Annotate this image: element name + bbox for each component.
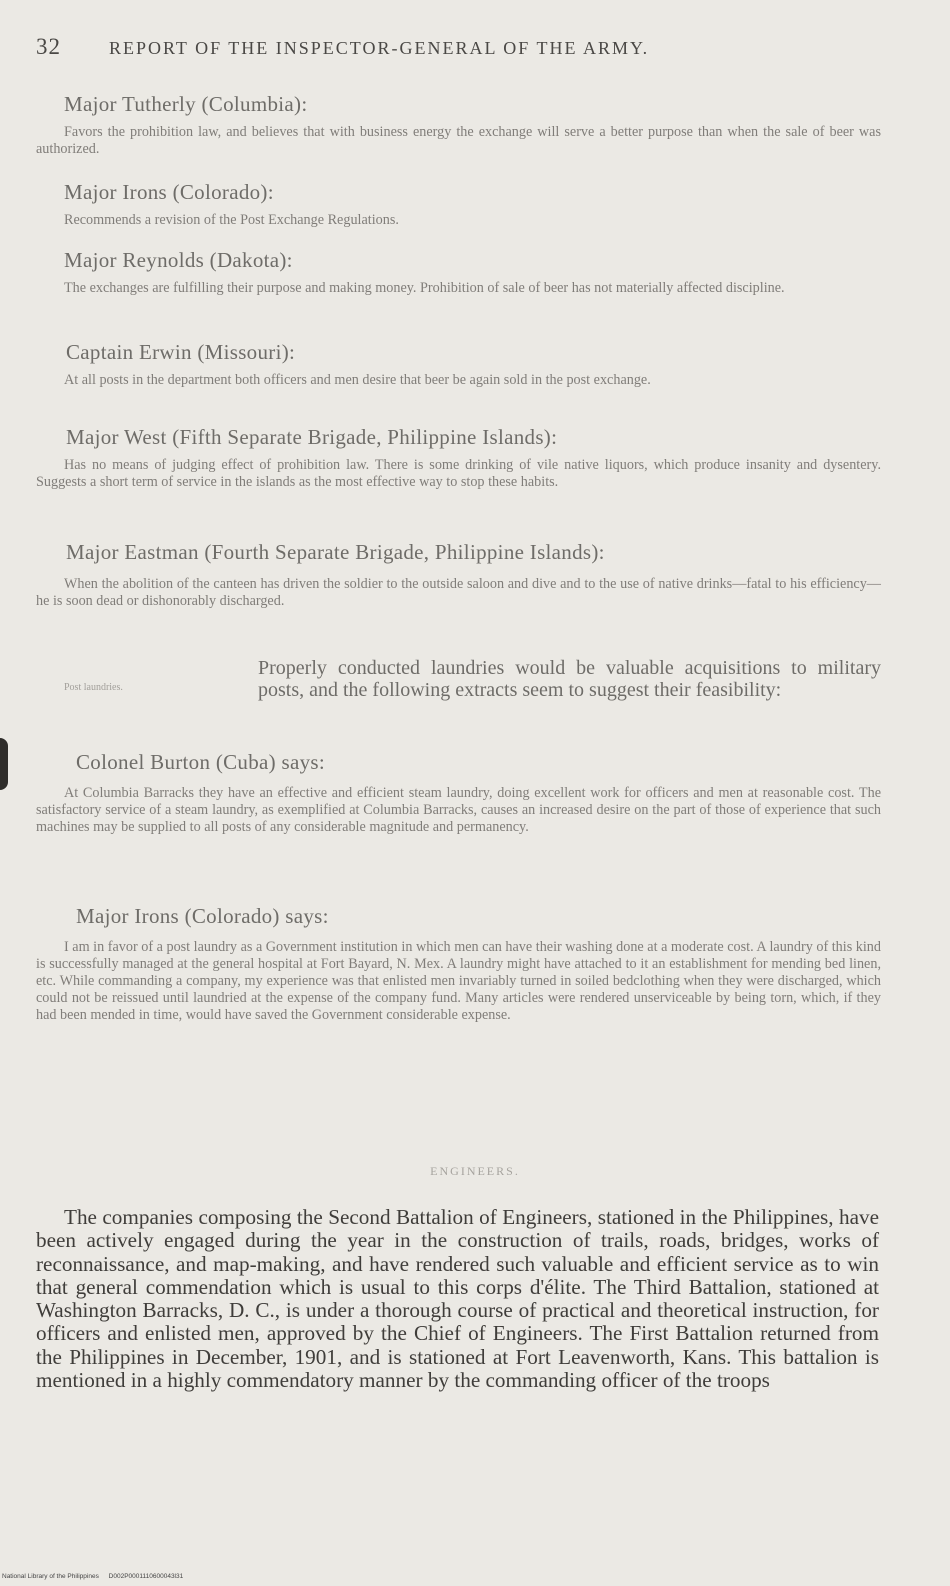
laundries-intro	[36, 657, 881, 701]
binding-edge	[0, 738, 8, 790]
entry-heading: Major Irons (Colorado):	[64, 180, 274, 204]
running-header	[36, 34, 896, 60]
entry-text: Favors the prohibition law, and believes that with business energy the exchange will serve a better purpose than when the sale of beer was authorized.	[36, 124, 881, 157]
entry-heading: Captain Erwin (Missouri):	[66, 340, 296, 364]
entry-heading: Colonel Burton (Cuba) says:	[76, 750, 325, 774]
margin-note: Post laundries.	[64, 682, 123, 693]
entry-text: Recommends a revision of the Post Exchange Regulations.	[64, 212, 399, 228]
report-entry-reynolds	[36, 248, 881, 297]
entry-heading: Major Irons (Colorado) says:	[76, 904, 329, 928]
page-number: 32	[36, 34, 61, 59]
entry-heading: Major Reynolds (Dakota):	[64, 248, 293, 272]
report-entry-eastman	[36, 540, 881, 610]
library-credit: National Library of the Philippines	[2, 1573, 99, 1580]
entry-text: The exchanges are fulfilling their purpose and making money. Prohibition of sale of beer has not materially affected discipline.	[64, 280, 785, 296]
report-entry-erwin	[36, 340, 881, 389]
section-title-engineers: ENGINEERS.	[430, 1164, 520, 1178]
report-entry-tutherly	[36, 92, 881, 158]
catalog-id: D002P0001110600043l31	[108, 1573, 184, 1580]
entry-heading: Major Tutherly (Columbia):	[64, 92, 308, 116]
entry-text: At all posts in the department both officers and men desire that beer be again sold in the post exchange.	[64, 372, 651, 388]
report-entry-west	[36, 425, 881, 491]
entry-text: At Columbia Barracks they have an effective and efficient steam laundry, doing excellent work for officers and men at reasonable cost. The satisfactory service of a steam laundry, as exemplified at Columbia Barracks, causes an increased desire on the part of those of experience that such machines may be supplied to all posts of any considerable magnitude and permanency.	[36, 785, 881, 835]
digitization-footer	[2, 1573, 183, 1580]
entry-text: When the abolition of the canteen has driven the soldier to the outside saloon and dive and to the use of native drinks—fatal to his efficiency—he is soon dead or dishonorably discharged.	[36, 576, 881, 609]
entry-text: I am in favor of a post laundry as a Government institution in which men can have their washing done at a moderate cost. A laundry of this kind is successfully managed at the general hospital at Fort Bayard, N. Mex. A laundry might have attached to it an establishment for mending bed linen, etc. While commanding a company, my experience was that enlisted men invariably turned in soiled bedclothing when they were discharged, which could not be reissued until laundried at the expense of the company fund. Many articles were rendered unserviceable by being torn, which, if they had been mended in time, would have saved the Government considerable expense.	[36, 939, 881, 1023]
laundries-intro-text: Properly conducted laundries would be valuable acquisitions to military posts, and the following extracts seem to suggest their feasibility:	[258, 657, 881, 701]
laundry-entry-irons	[36, 904, 881, 1024]
entry-heading: Major West (Fifth Separate Brigade, Philippine Islands):	[66, 425, 558, 449]
running-title: REPORT OF THE INSPECTOR-GENERAL OF THE ARMY.	[109, 38, 650, 58]
entry-heading: Major Eastman (Fourth Separate Brigade, Philippine Islands):	[66, 540, 605, 564]
entry-text: Has no means of judging effect of prohibition law. There is some drinking of vile native liquors, which produce insanity and dysentery. Suggests a short term of service in the islands as the most effective way to stop these habits.	[36, 457, 881, 490]
engineers-paragraph: The companies composing the Second Battalion of Engineers, stationed in the Philippines, have been actively engaged during the year in the construction of trails, roads, bridges, works of reconnaissance, and map-making, and have rendered such valuable and efficient service as to win that general commendation which is usual to this corps d'élite. The Third Battalion, stationed at Washington Barracks, D. C., is under a thorough course of practical and theoretical instruction, for officers and enlisted men, approved by the Chief of Engineers. The First Battalion returned from the Philippines in December, 1901, and is stationed at Fort Leavenworth, Kans. This battalion is mentioned in a highly commendatory manner by the commanding officer of the troops	[36, 1205, 879, 1393]
report-entry-irons	[36, 180, 881, 229]
laundry-entry-burton	[36, 750, 881, 836]
